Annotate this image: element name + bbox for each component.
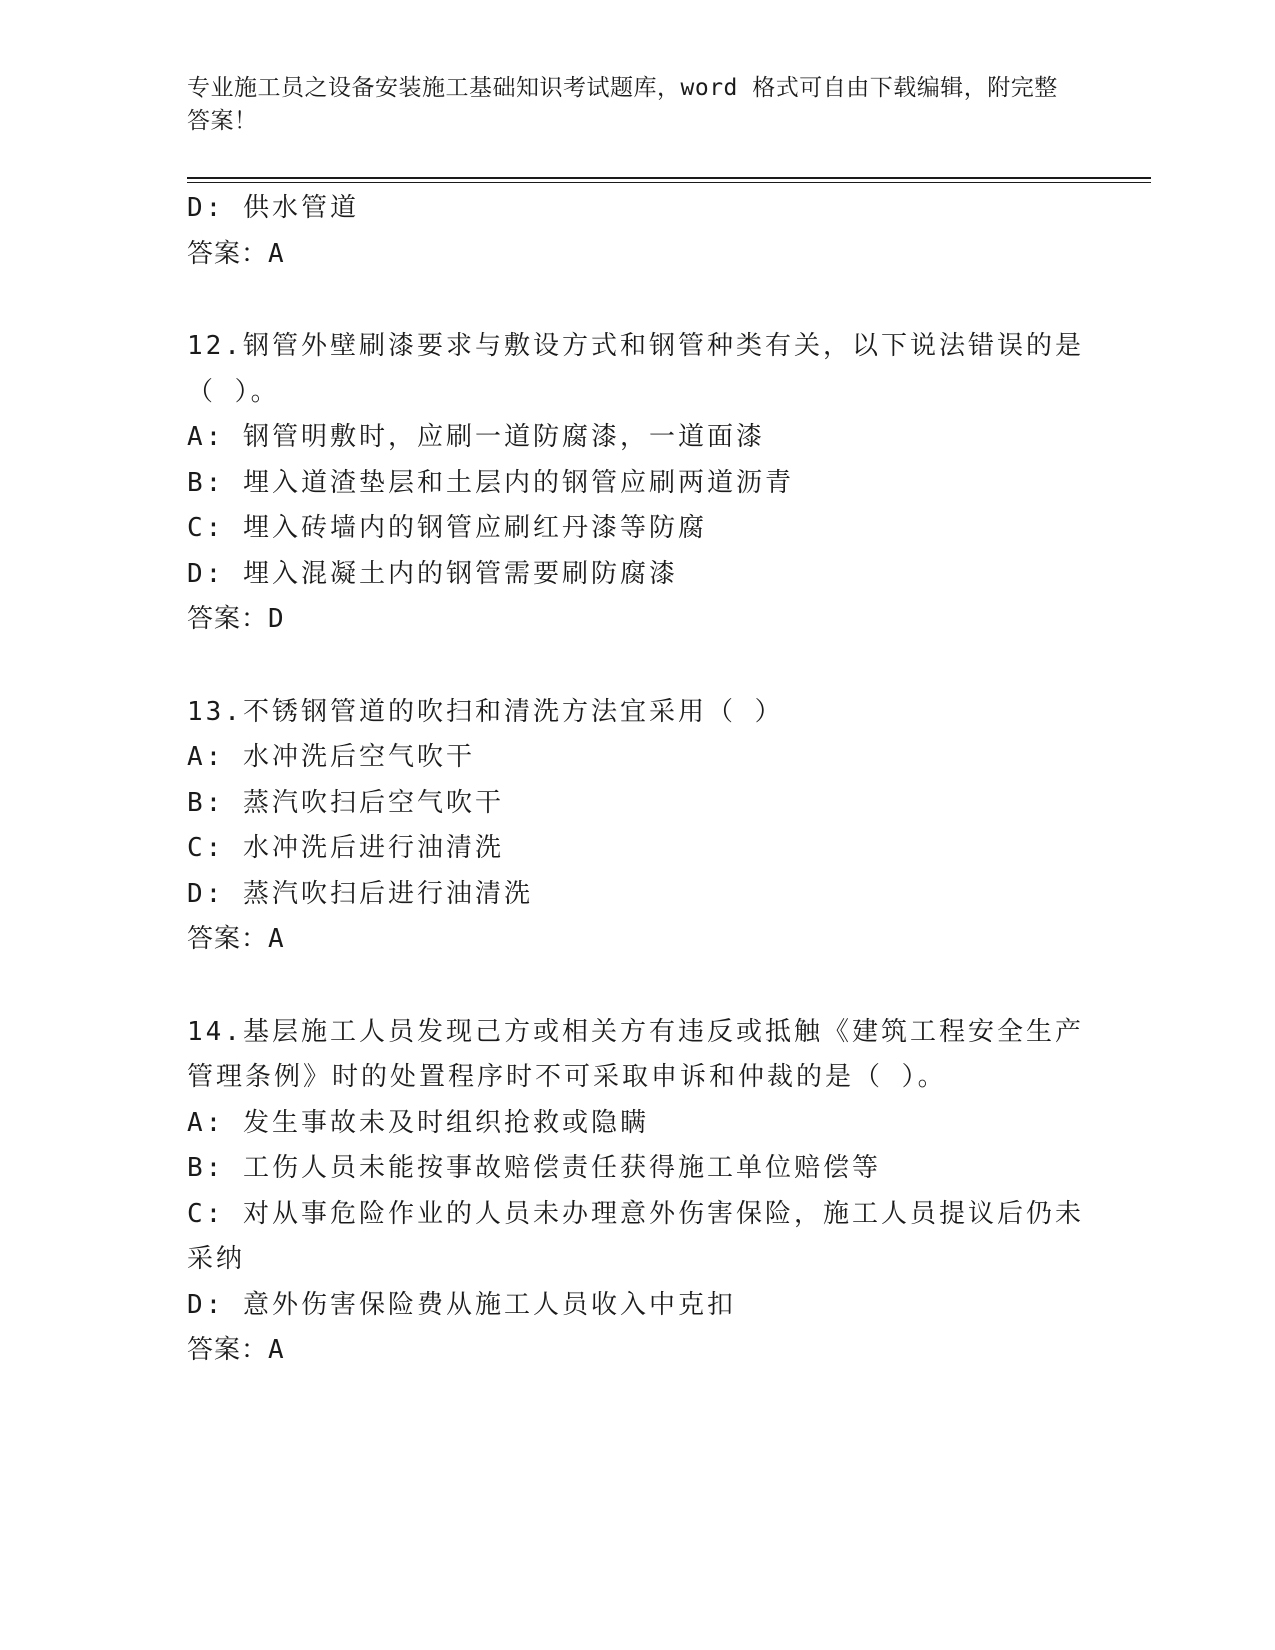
option-d: D: 意外伤害保险费从施工人员收入中克扣 [187,1289,736,1320]
option-b: B: 埋入道渣垫层和土层内的钢管应刷两道沥青 [187,467,794,498]
question-stem: 12.钢管外壁刷漆要求与敷设方式和钢管种类有关，以下说法错误的是（ ）。 [187,331,1084,407]
option-c: C: 水冲洗后进行油清洗 [187,833,504,863]
option-a: A: 水冲洗后空气吹干 [187,742,475,772]
page-header: 专业施工员之设备安装施工基础知识考试题库，word 格式可自由下载编辑，附完整答案！ [187,75,1058,134]
question-14 [187,1010,1087,1374]
option-b: B: 蒸汽吹扫后空气吹干 [187,787,504,818]
answer: 答案：A [187,238,285,269]
question-stem: 14.基层施工人员发现己方或相关方有违反或抵触《建筑工程安全生产管理条例》时的处置程序时不可采取申诉和仲裁的是（ ）。 [187,1016,1084,1092]
option-d: D: 供水管道 [187,193,359,223]
option-b: B: 工伤人员未能按事故赔偿责任获得施工单位赔偿等 [187,1153,881,1183]
question-stem: 13.不锈钢管道的吹扫和清洗方法宜采用（ ） [187,696,784,727]
header-divider-thick [187,177,1151,179]
option-c: C: 埋入砖墙内的钢管应刷红丹漆等防腐 [187,513,707,543]
answer: 答案：A [187,924,285,954]
answer: 答案：D [187,604,285,634]
option-a: A: 发生事故未及时组织抢救或隐瞒 [187,1107,649,1138]
question-12 [187,324,1087,643]
option-c: C: 对从事危险作业的人员未办理意外伤害保险，施工人员提议后仍未采纳 [187,1198,1084,1274]
document-body [187,186,1087,1374]
option-a: A: 钢管明敷时，应刷一道防腐漆，一道面漆 [187,422,765,452]
answer: 答案：A [187,1335,285,1365]
header-divider-thin [187,182,1151,183]
option-d: D: 埋入混凝土内的钢管需要刷防腐漆 [187,558,678,589]
question-13 [187,690,1087,963]
option-d: D: 蒸汽吹扫后进行油清洗 [187,878,533,909]
